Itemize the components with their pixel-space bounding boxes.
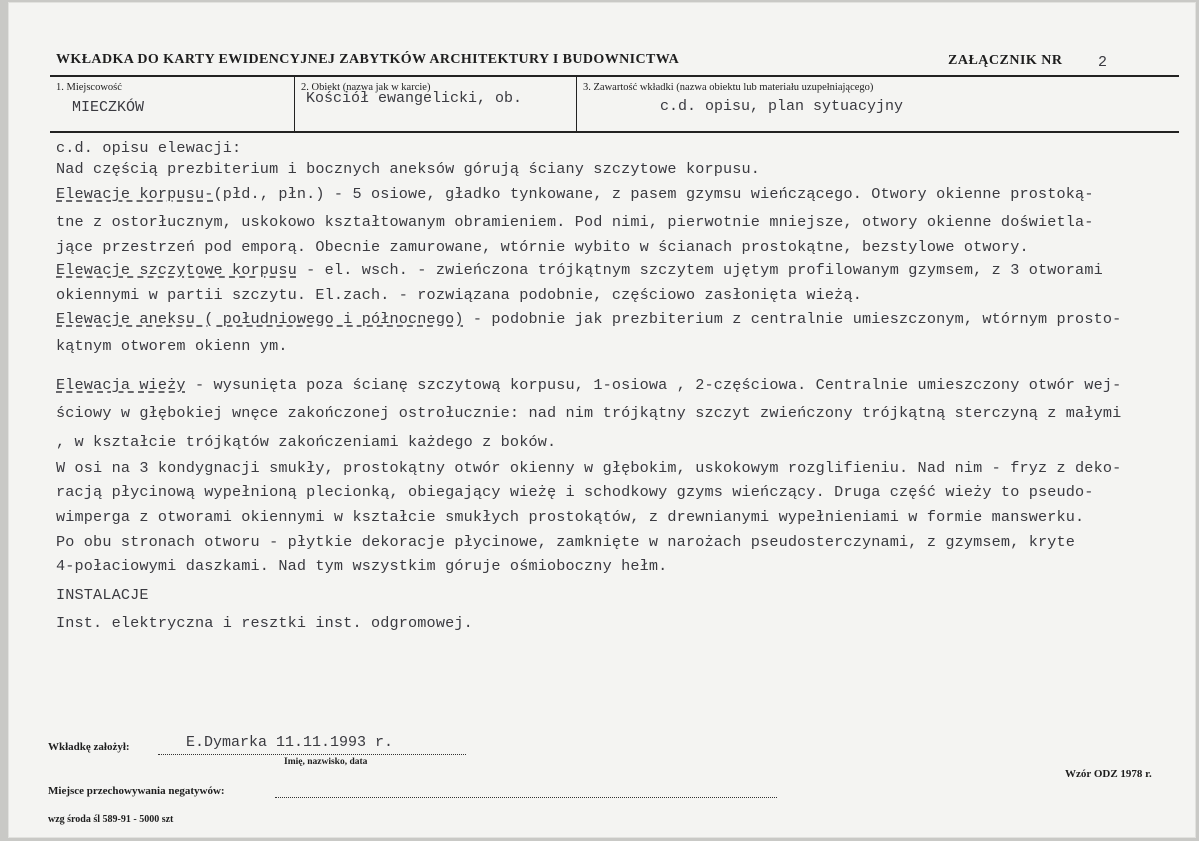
heading-gables: Elewacje szczytowe korpusu bbox=[56, 261, 297, 279]
annex-label: ZAŁĄCZNIK NR bbox=[948, 53, 1063, 68]
name-caption: Imię, nazwisko, data bbox=[284, 757, 368, 767]
body-line: kątnym otworem okienn ym. bbox=[56, 337, 288, 355]
print-info: wzg środa śl 589-91 - 5000 szt bbox=[48, 814, 174, 825]
contents-label: 3. Zawartość wkładki (nazwa obiektu lub materiału uzupełniającego) bbox=[583, 82, 874, 93]
field-divider-1 bbox=[294, 77, 295, 131]
header-bottom-rule bbox=[50, 131, 1179, 133]
body-line: Inst. elektryczna i resztki inst. odgromowej. bbox=[56, 614, 473, 632]
object-label: 2. Obiekt (nazwa jak w karcie) bbox=[301, 82, 431, 93]
body-line: ściowy w głębokiej wnęce zakończonej ostrołucznie: nad nim trójkątny szczyt zwieńczony trójkątną sterczyną z małymi bbox=[56, 404, 1122, 422]
heading-annexes: Elewacje aneksu ( południowego i północnego) bbox=[56, 310, 464, 328]
body-line: Nad częścią prezbiterium i bocznych aneksów górują ściany szczytowe korpusu. bbox=[56, 160, 761, 178]
body-line: Elewacje korpusu-(płd., płn.) - 5 osiowe, gładko tynkowane, z pasem gzymsu wieńczącego. Otwory okienne prostoką- bbox=[56, 185, 1094, 203]
heading-tower: Elewacja wieży bbox=[56, 376, 186, 394]
body-line: W osi na 3 kondygnacji smukły, prostokątny otwór okienny w głębokim, uskokowym rozglifieniu. Nad nim - fryz z deko- bbox=[56, 459, 1122, 477]
body-line: Po obu stronach otworu - płytkie dekoracje płycinowe, zamknięte w narożach pseudosterczynami, z gzymsem, kryte bbox=[56, 533, 1076, 551]
annex-number: 2 bbox=[1098, 54, 1108, 71]
body-line: okiennymi w partii szczytu. El.zach. - rozwiązana podobnie, częściowo zasłonięta wieżą. bbox=[56, 286, 862, 304]
section-heading: INSTALACJE bbox=[56, 586, 149, 604]
inserted-by-value: E.Dymarka 11.11.1993 r. bbox=[186, 734, 394, 751]
locality-label: 1. Miejscowość bbox=[56, 82, 122, 93]
negatives-dotted-line bbox=[275, 797, 777, 798]
body-line: jące przestrzeń pod emporą. Obecnie zamurowane, wtórnie wybito w ścianach prostokątne, bezstylowe otwory. bbox=[56, 238, 1029, 256]
inserted-by-dotted-line bbox=[158, 754, 466, 755]
heading-corpus: Elewacje korpusu- bbox=[56, 185, 214, 203]
form-model: Wzór ODZ 1978 r. bbox=[1065, 768, 1152, 780]
body-line: c.d. opisu elewacji: bbox=[56, 139, 242, 157]
body-line: wimperga z otworami okiennymi w kształcie smukłych prostokątów, z drewnianymi wypełnieniami w formie manswerku. bbox=[56, 508, 1085, 526]
body-line: , w kształcie trójkątów zakończeniami każdego z boków. bbox=[56, 433, 557, 451]
body-line: 4-połaciowymi daszkami. Nad tym wszystkim góruje ośmioboczny hełm. bbox=[56, 557, 668, 575]
body-line: Elewacja wieży - wysunięta poza ścianę szczytową korpusu, 1-osiowa , 2-częściowa. Centralnie umieszczony otwór wej- bbox=[56, 376, 1122, 394]
header-top-rule bbox=[50, 75, 1179, 77]
body-line: Elewacje aneksu ( południowego i północnego) - podobnie jak prezbiterium z centralnie umieszczonym, wtórnym prosto- bbox=[56, 310, 1122, 328]
body-line: Elewacje szczytowe korpusu - el. wsch. - zwieńczona trójkątnym szczytem ujętym profilowanym gzymsem, z 3 otworami bbox=[56, 261, 1103, 279]
form-title: WKŁADKA DO KARTY EWIDENCYJNEJ ZABYTKÓW ARCHITEKTURY I BUDOWNICTWA bbox=[56, 52, 680, 67]
body-line: racją płycinową wypełnioną plecionką, obiegający wieżę i schodkowy gzyms wieńczący. Druga część wieży to pseudo- bbox=[56, 483, 1094, 501]
contents-value: c.d. opisu, plan sytuacyjny bbox=[660, 98, 904, 115]
locality-value: MIECZKÓW bbox=[72, 99, 145, 116]
inserted-by-label: Wkładkę założył: bbox=[48, 741, 130, 753]
body-line: tne z ostorłucznym, uskokowo kształtowanym obramieniem. Pod nimi, pierwotnie mniejsze, otwory okienne doświetla- bbox=[56, 213, 1094, 231]
object-value: Kościół ewangelicki, ob. bbox=[306, 90, 523, 107]
negatives-label: Miejsce przechowywania negatywów: bbox=[48, 785, 225, 797]
field-divider-2 bbox=[576, 77, 577, 131]
record-card-insert bbox=[8, 2, 1196, 838]
